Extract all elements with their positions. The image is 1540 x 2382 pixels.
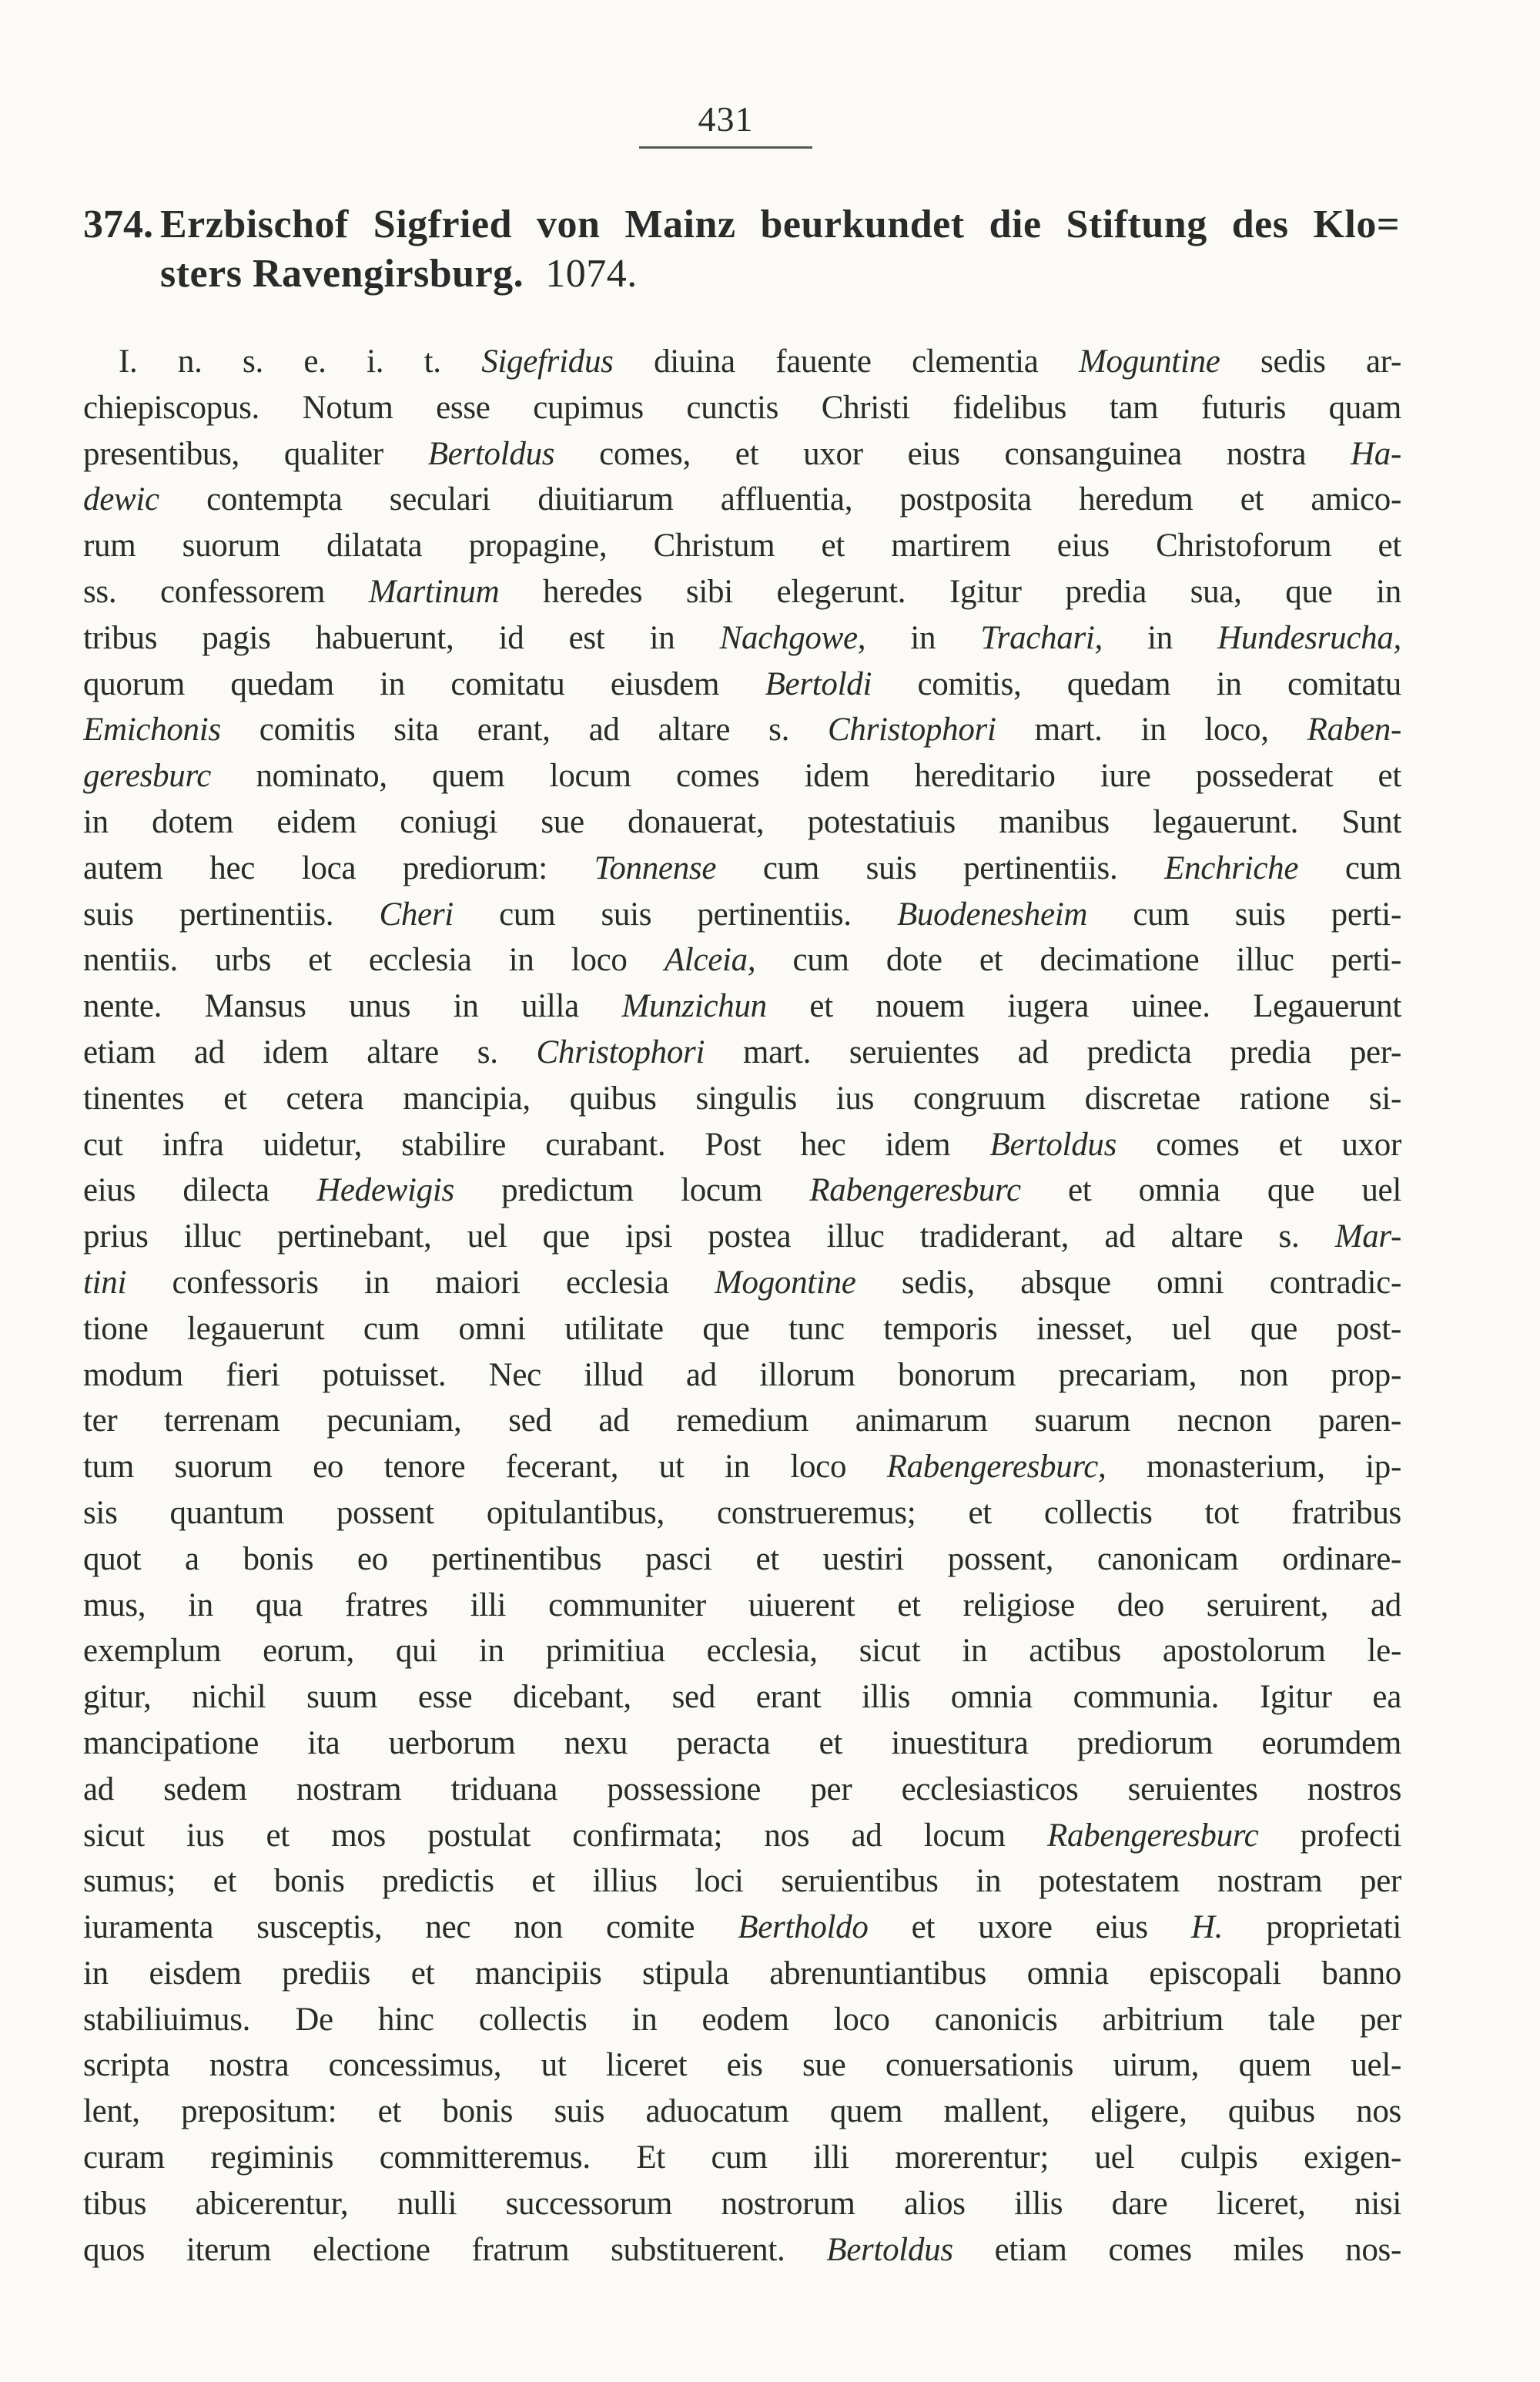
text-line	[83, 937, 1401, 983]
italic-name: Enchriche	[1164, 849, 1299, 886]
italic-name: Trachari,	[980, 619, 1103, 656]
text-line	[83, 1352, 1401, 1399]
heading-line-2-text: sters Ravengirsburg.	[160, 252, 524, 296]
text-line	[83, 1905, 1401, 1951]
italic-name: Cheri	[379, 896, 454, 933]
text-segment: sumus; et bonis predictis et illius loci seruientibus in potestatem nostram per	[83, 1863, 1401, 1900]
italic-name: Bertoldi	[765, 665, 872, 702]
text-segment: presentibus, qualiter	[83, 435, 428, 472]
text-segment: cum suis pertinentiis.	[716, 849, 1165, 886]
italic-name: tini	[83, 1264, 127, 1301]
italic-name: Bertoldus	[989, 1126, 1117, 1163]
text-line	[83, 1168, 1401, 1214]
text-line	[83, 1490, 1401, 1536]
text-line	[83, 1214, 1401, 1260]
italic-name: Mogontine	[714, 1264, 856, 1301]
text-segment: confessoris in maiori ecclesia	[126, 1264, 715, 1301]
text-segment: curam regiminis committeremus. Et cum illi morerentur; uel culpis exigen-	[83, 2139, 1401, 2176]
document-year: 1074.	[545, 252, 638, 296]
text-segment: monasterium, ip-	[1106, 1449, 1401, 1486]
italic-name: Christophori	[827, 712, 996, 749]
text-line	[83, 431, 1401, 477]
italic-name: Hundesrucha,	[1217, 619, 1401, 656]
text-segment: contempta seculari diuitiarum affluentia, postposita heredum et amico-	[159, 481, 1401, 518]
text-segment: et nouem iugera uinee. Legauerunt	[766, 988, 1401, 1025]
text-segment: et omnia que uel	[1020, 1172, 1401, 1209]
text-segment: in dotem eidem coniugi sue donauerat, potestatiuis manibus legauerunt. Sunt	[83, 803, 1401, 840]
text-line	[83, 1444, 1401, 1490]
italic-name: Rabengeresburc	[1047, 1817, 1259, 1854]
page-number: 431	[698, 99, 754, 139]
text-segment: in	[1102, 619, 1218, 656]
italic-name: Martinum	[368, 573, 500, 610]
italic-name: Moguntine	[1078, 343, 1220, 380]
text-line	[83, 569, 1401, 615]
italic-name: Buodenesheim	[896, 896, 1088, 933]
text-segment: rum suorum dilatata propagine, Christum et martirem eius Christoforum et	[83, 528, 1401, 565]
text-segment: cum suis pertinentiis.	[453, 896, 897, 933]
text-line	[83, 477, 1401, 523]
text-line	[83, 1536, 1401, 1583]
text-segment: modum fieri potuisset. Nec illud ad illorum bonorum precariam, non prop-	[83, 1356, 1401, 1393]
text-line	[83, 1997, 1401, 2043]
text-segment: proprietati	[1223, 1909, 1401, 1946]
text-segment: tinentes et cetera mancipia, quibus singulis ius congruum discretae ratione si-	[83, 1080, 1401, 1117]
text-segment: nominato, quem locum comes idem hereditario iure possederat et	[211, 758, 1401, 795]
text-segment: quorum quedam in comitatu eiusdem	[83, 665, 765, 702]
text-segment: cum	[1298, 849, 1401, 886]
italic-name: Rabengeresburc,	[886, 1449, 1106, 1486]
text-line	[83, 1674, 1401, 1720]
text-line	[83, 1583, 1401, 1629]
text-segment: iuramenta susceptis, nec non comite	[83, 1909, 738, 1946]
italic-name: Christophori	[536, 1034, 705, 1070]
text-line	[83, 339, 1401, 385]
text-line	[83, 1306, 1401, 1352]
text-segment: autem hec loca prediorum:	[83, 849, 594, 886]
text-line	[83, 2135, 1401, 2181]
text-segment: exemplum eorum, qui in primitiua ecclesia, sicut in actibus apostolorum le-	[83, 1633, 1401, 1670]
text-line	[83, 523, 1401, 569]
text-segment: prius illuc pertinebant, uel que ipsi postea illuc tradiderant, ad altare s.	[83, 1218, 1335, 1255]
text-line	[83, 385, 1401, 431]
text-segment: tione legauerunt cum omni utilitate que tunc temporis inesset, uel que post-	[83, 1310, 1401, 1347]
text-line	[83, 983, 1401, 1030]
text-segment: nentiis. urbs et ecclesia in loco	[83, 942, 665, 979]
text-segment: suis pertinentiis.	[83, 896, 380, 933]
text-segment: ter terrenam pecuniam, sed ad remedium animarum suarum necnon paren-	[83, 1402, 1401, 1439]
text-segment: profecti	[1258, 1817, 1401, 1854]
text-segment: ad sedem nostram triduana possessione per ecclesiasticos seruientes nostros	[83, 1771, 1401, 1807]
text-line	[83, 707, 1401, 753]
italic-name: Sigefridus	[481, 343, 614, 380]
text-line	[83, 1767, 1401, 1813]
text-segment: tribus pagis habuerunt, id est in	[83, 619, 720, 656]
page-number-rule	[639, 146, 812, 149]
italic-name: Nachgowe,	[719, 619, 866, 656]
italic-name: Bertholdo	[738, 1909, 869, 1946]
text-line	[83, 753, 1401, 799]
text-segment: nente. Mansus unus in uilla	[83, 988, 622, 1025]
italic-name: Mar-	[1334, 1218, 1401, 1255]
italic-name: Raben-	[1307, 712, 1401, 749]
text-segment: et uxore eius	[868, 1909, 1191, 1946]
text-segment: mart. seruientes ad predicta predia per-	[705, 1034, 1401, 1070]
text-line	[83, 846, 1401, 892]
text-line	[83, 1951, 1401, 1997]
text-segment: quot a bonis eo pertinentibus pasci et uestiri possent, canonicam ordinare-	[83, 1540, 1401, 1577]
text-segment: comes et uxor	[1116, 1126, 1401, 1163]
text-segment: tibus abicerentur, nulli successorum nostrorum alios illis dare liceret, nisi	[83, 2185, 1401, 2222]
text-segment: gitur, nichil suum esse dicebant, sed erant illis omnia communia. Igitur ea	[83, 1679, 1401, 1716]
text-line	[83, 1628, 1401, 1674]
text-segment: etiam comes miles nos-	[952, 2231, 1401, 2268]
text-line	[83, 892, 1401, 938]
text-line	[83, 615, 1401, 662]
text-line	[83, 2181, 1401, 2227]
text-line	[83, 1122, 1401, 1168]
italic-name: Emichonis	[83, 712, 221, 749]
text-segment: sedis, absque omni contradic-	[855, 1264, 1401, 1301]
text-line	[83, 1260, 1401, 1306]
italic-name: Tonnense	[594, 849, 717, 886]
text-line	[83, 799, 1401, 846]
text-segment: tum suorum eo tenore fecerant, ut in loco	[83, 1449, 887, 1486]
text-segment: I. n. s. e. i. t.	[119, 343, 482, 380]
text-segment: scripta nostra concessimus, ut liceret eis sue conuersationis uirum, quem uel-	[83, 2047, 1401, 2084]
italic-name: dewic	[83, 481, 159, 518]
text-segment: mart. in loco,	[996, 712, 1307, 749]
text-segment: etiam ad idem altare s.	[83, 1034, 537, 1070]
italic-name: Rabengeresburc	[809, 1172, 1021, 1209]
heading-line-1: Erzbischof Sigfried von Mainz beurkundet die Stiftung des Klo=	[160, 203, 1400, 246]
text-segment: ss. confessorem	[83, 573, 369, 610]
text-segment: stabiliuimus. De hinc collectis in eodem loco canonicis arbitrium tale per	[83, 2001, 1401, 2038]
text-segment: mus, in qua fratres illi communiter uiuerent et religiose deo seruirent, ad	[83, 1586, 1401, 1623]
text-segment: heredes sibi elegerunt. Igitur predia sua, que in	[499, 573, 1401, 610]
text-segment: comitis sita erant, ad altare s.	[220, 712, 828, 749]
italic-name: H.	[1190, 1909, 1224, 1946]
text-segment: quos iterum electione fratrum substituerent.	[83, 2231, 827, 2268]
italic-name: Bertoldus	[427, 435, 555, 472]
text-segment: in	[865, 619, 981, 656]
heading-line-2	[160, 251, 638, 296]
text-segment: diuina fauente clementia	[613, 343, 1079, 380]
text-line	[83, 1813, 1401, 1859]
text-line	[83, 1720, 1401, 1767]
document-body	[83, 339, 1401, 2273]
italic-name: Munzichun	[621, 988, 767, 1025]
document-number: 374.	[83, 203, 153, 246]
text-line	[83, 1858, 1401, 1905]
text-segment: cut infra uidetur, stabilire curabant. Post hec idem	[83, 1126, 990, 1163]
italic-name: geresburc	[83, 758, 212, 795]
text-segment: sicut ius et mos postulat confirmata; nos ad locum	[83, 1817, 1047, 1854]
text-line	[83, 2227, 1401, 2273]
text-segment: cum dote et decimatione illuc perti-	[755, 942, 1401, 979]
text-segment: eius dilecta	[83, 1172, 317, 1209]
text-line	[83, 1030, 1401, 1076]
text-segment: comitis, quedam in comitatu	[872, 665, 1401, 702]
italic-name: Bertoldus	[826, 2231, 953, 2268]
text-line	[83, 2042, 1401, 2089]
text-segment: in eisdem prediis et mancipiis stipula abrenuntiantibus omnia episcopali banno	[83, 1955, 1401, 1992]
text-segment: comes, et uxor eius consanguinea nostra	[554, 435, 1351, 472]
text-segment: sedis ar-	[1220, 343, 1401, 380]
text-segment: predictum locum	[454, 1172, 810, 1209]
text-line	[83, 2089, 1401, 2135]
text-line	[83, 1398, 1401, 1444]
text-segment: cum suis perti-	[1087, 896, 1401, 933]
text-segment: mancipatione ita uerborum nexu peracta et inuestitura prediorum eorumdem	[83, 1724, 1401, 1761]
text-segment: chiepiscopus. Notum esse cupimus cunctis Christi fidelibus tam futuris quam	[83, 389, 1401, 426]
italic-name: Alceia,	[664, 942, 756, 979]
italic-name: Ha-	[1351, 435, 1401, 472]
text-line	[83, 1076, 1401, 1122]
text-segment: lent, prepositum: et bonis suis aduocatum quem mallent, eligere, quibus nos	[83, 2093, 1401, 2130]
text-line	[83, 662, 1401, 708]
text-segment: sis quantum possent opitulantibus, construeremus; et collectis tot fratribus	[83, 1494, 1401, 1531]
italic-name: Hedewigis	[316, 1172, 454, 1209]
